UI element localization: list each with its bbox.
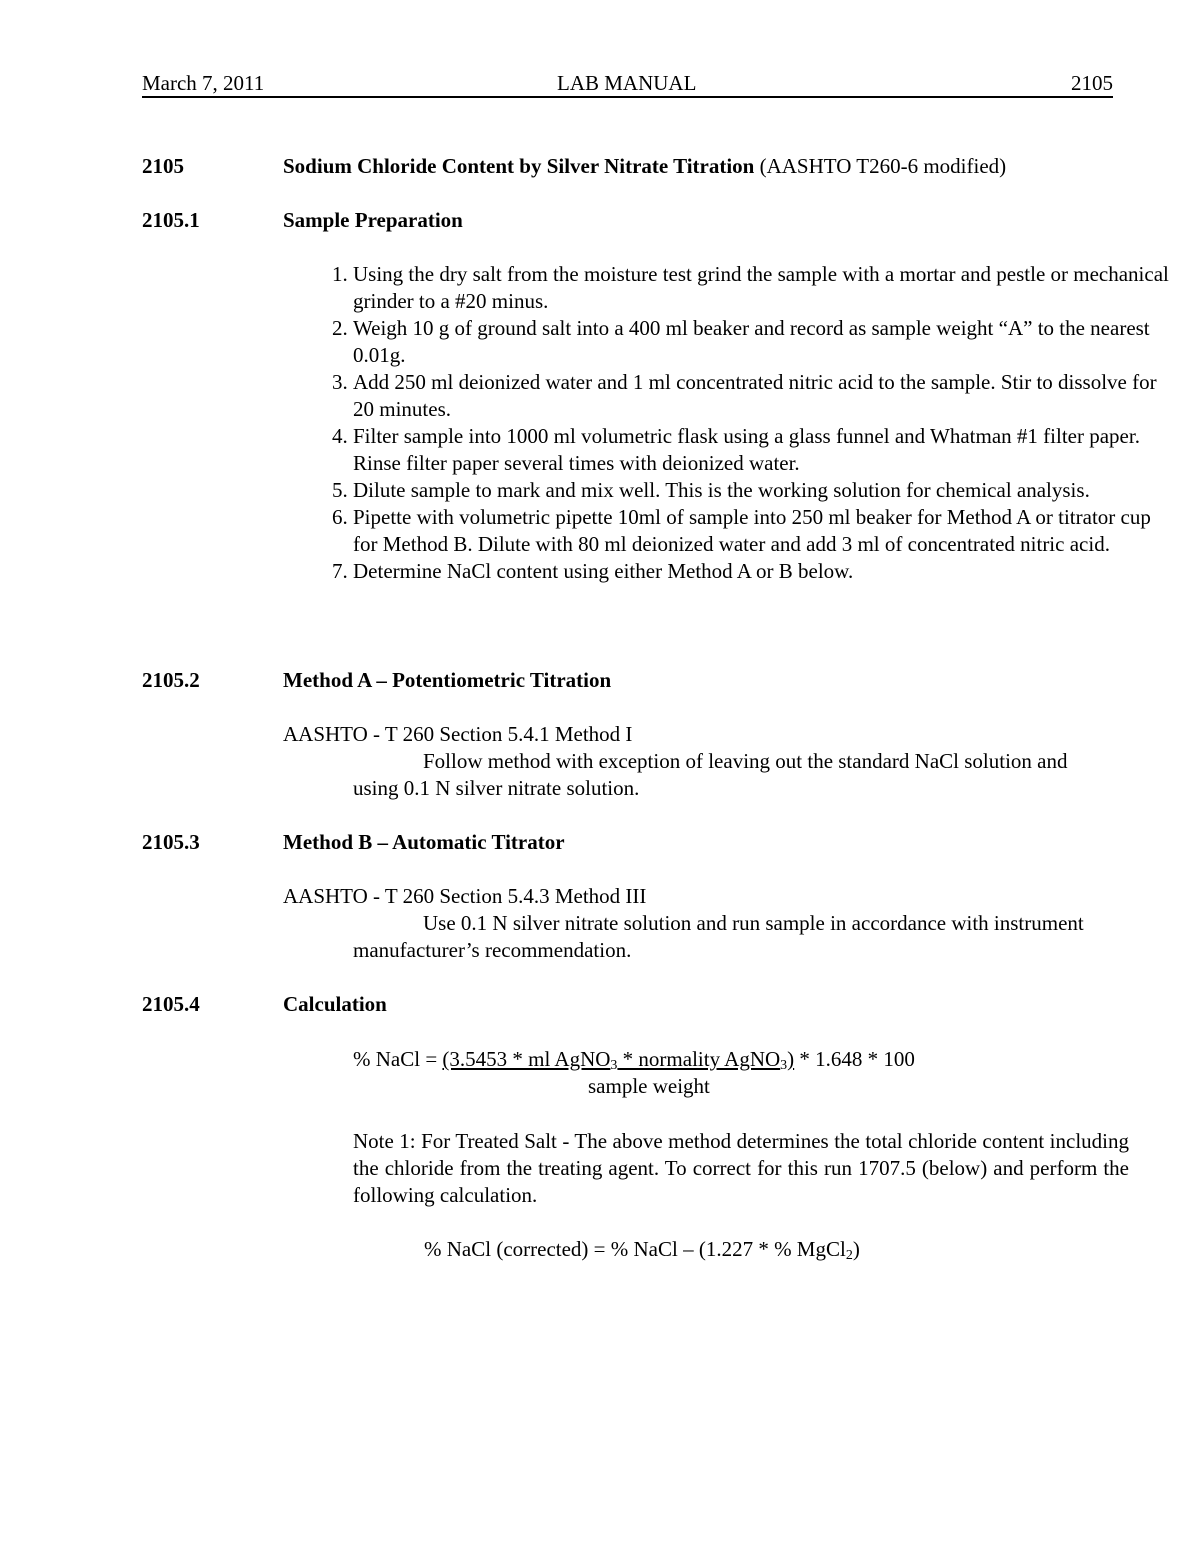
corrected-formula-text: % NaCl (corrected) = % NaCl – (1.227 * % MgCl — [424, 1237, 846, 1261]
page-header — [142, 72, 1113, 98]
formula-subscript: 2 — [845, 1248, 853, 1263]
formula-numerator-part: (3.5453 * ml AgNO — [442, 1047, 611, 1071]
header-page-number: 2105 — [1071, 71, 1113, 95]
method-reference: AASHTO - T 260 Section 5.4.1 Method I — [283, 722, 633, 746]
formula-subscript: 3 — [780, 1058, 788, 1073]
section-subtitle: (AASHTO T260-6 modified) — [759, 154, 1007, 178]
subsection-title: Sample Preparation — [283, 208, 463, 232]
method-reference: AASHTO - T 260 Section 5.4.3 Method III — [283, 884, 647, 908]
list-item: 6. Pipette with volumetric pipette 10ml of sample into 250 ml beaker for Method A or titrator cup for Method B. Dilute with 80 ml deionized water and add 3 ml of concentrated nitric acid. — [353, 504, 1173, 558]
formula-numerator-part: ) — [787, 1047, 795, 1071]
formula-numerator-part: * normality AgNO — [617, 1047, 781, 1071]
list-item: 1. Using the dry salt from the moisture test grind the sample with a mortar and pestle or mechanical grinder to a #20 minus. — [353, 261, 1173, 315]
list-item: 7. Determine NaCl content using either Method A or B below. — [353, 558, 1173, 585]
method-description: Use 0.1 N silver nitrate solution and run sample in accordance with instrument manufacturer’s recommendation. — [353, 911, 1084, 962]
formula-numerator — [442, 1047, 794, 1071]
section-title — [283, 153, 1006, 180]
subsection-number: 2105.2 — [142, 668, 200, 692]
formula-subscript: 3 — [610, 1058, 618, 1073]
corrected-formula — [424, 1236, 860, 1263]
list-item: 3. Add 250 ml deionized water and 1 ml concentrated nitric acid to the sample. Stir to dissolve for 20 minutes. — [353, 369, 1173, 423]
list-item: 5. Dilute sample to mark and mix well. This is the working solution for chemical analysis. — [353, 477, 1173, 504]
section-title-text: Sodium Chloride Content by Silver Nitrate Titration — [283, 154, 755, 178]
preparation-steps — [310, 261, 1173, 585]
nacl-formula — [353, 1046, 1113, 1098]
subsection-title: Method A – Potentiometric Titration — [283, 668, 612, 692]
formula-lhs: % NaCl = — [353, 1047, 443, 1071]
formula-denominator: sample weight — [588, 1074, 710, 1098]
note-treated-salt: Note 1: For Treated Salt - The above method determines the total chloride content including the chloride from the treating agent. To correct for this run 1707.5 (below) and perform the following calculation. — [353, 1129, 1129, 1207]
list-item: 2. Weigh 10 g of ground salt into a 400 ml beaker and record as sample weight “A” to the nearest 0.01g. — [353, 315, 1173, 369]
formula-tail: * 1.648 * 100 — [794, 1047, 915, 1071]
list-item: 4. Filter sample into 1000 ml volumetric flask using a glass funnel and Whatman #1 filter paper. Rinse filter paper several times with deionized water. — [353, 423, 1173, 477]
subsection-title: Calculation — [283, 992, 387, 1016]
subsection-title: Method B – Automatic Titrator — [283, 830, 565, 854]
header-date: March 7, 2011 — [142, 71, 265, 95]
subsection-number: 2105.1 — [142, 208, 200, 232]
section-number: 2105 — [142, 154, 184, 178]
corrected-formula-close: ) — [852, 1237, 860, 1261]
subsection-number: 2105.3 — [142, 830, 200, 854]
method-description: Follow method with exception of leaving out the standard NaCl solution and using 0.1 N silver nitrate solution. — [353, 749, 1068, 800]
header-title: LAB MANUAL — [557, 71, 697, 95]
subsection-number: 2105.4 — [142, 992, 200, 1016]
